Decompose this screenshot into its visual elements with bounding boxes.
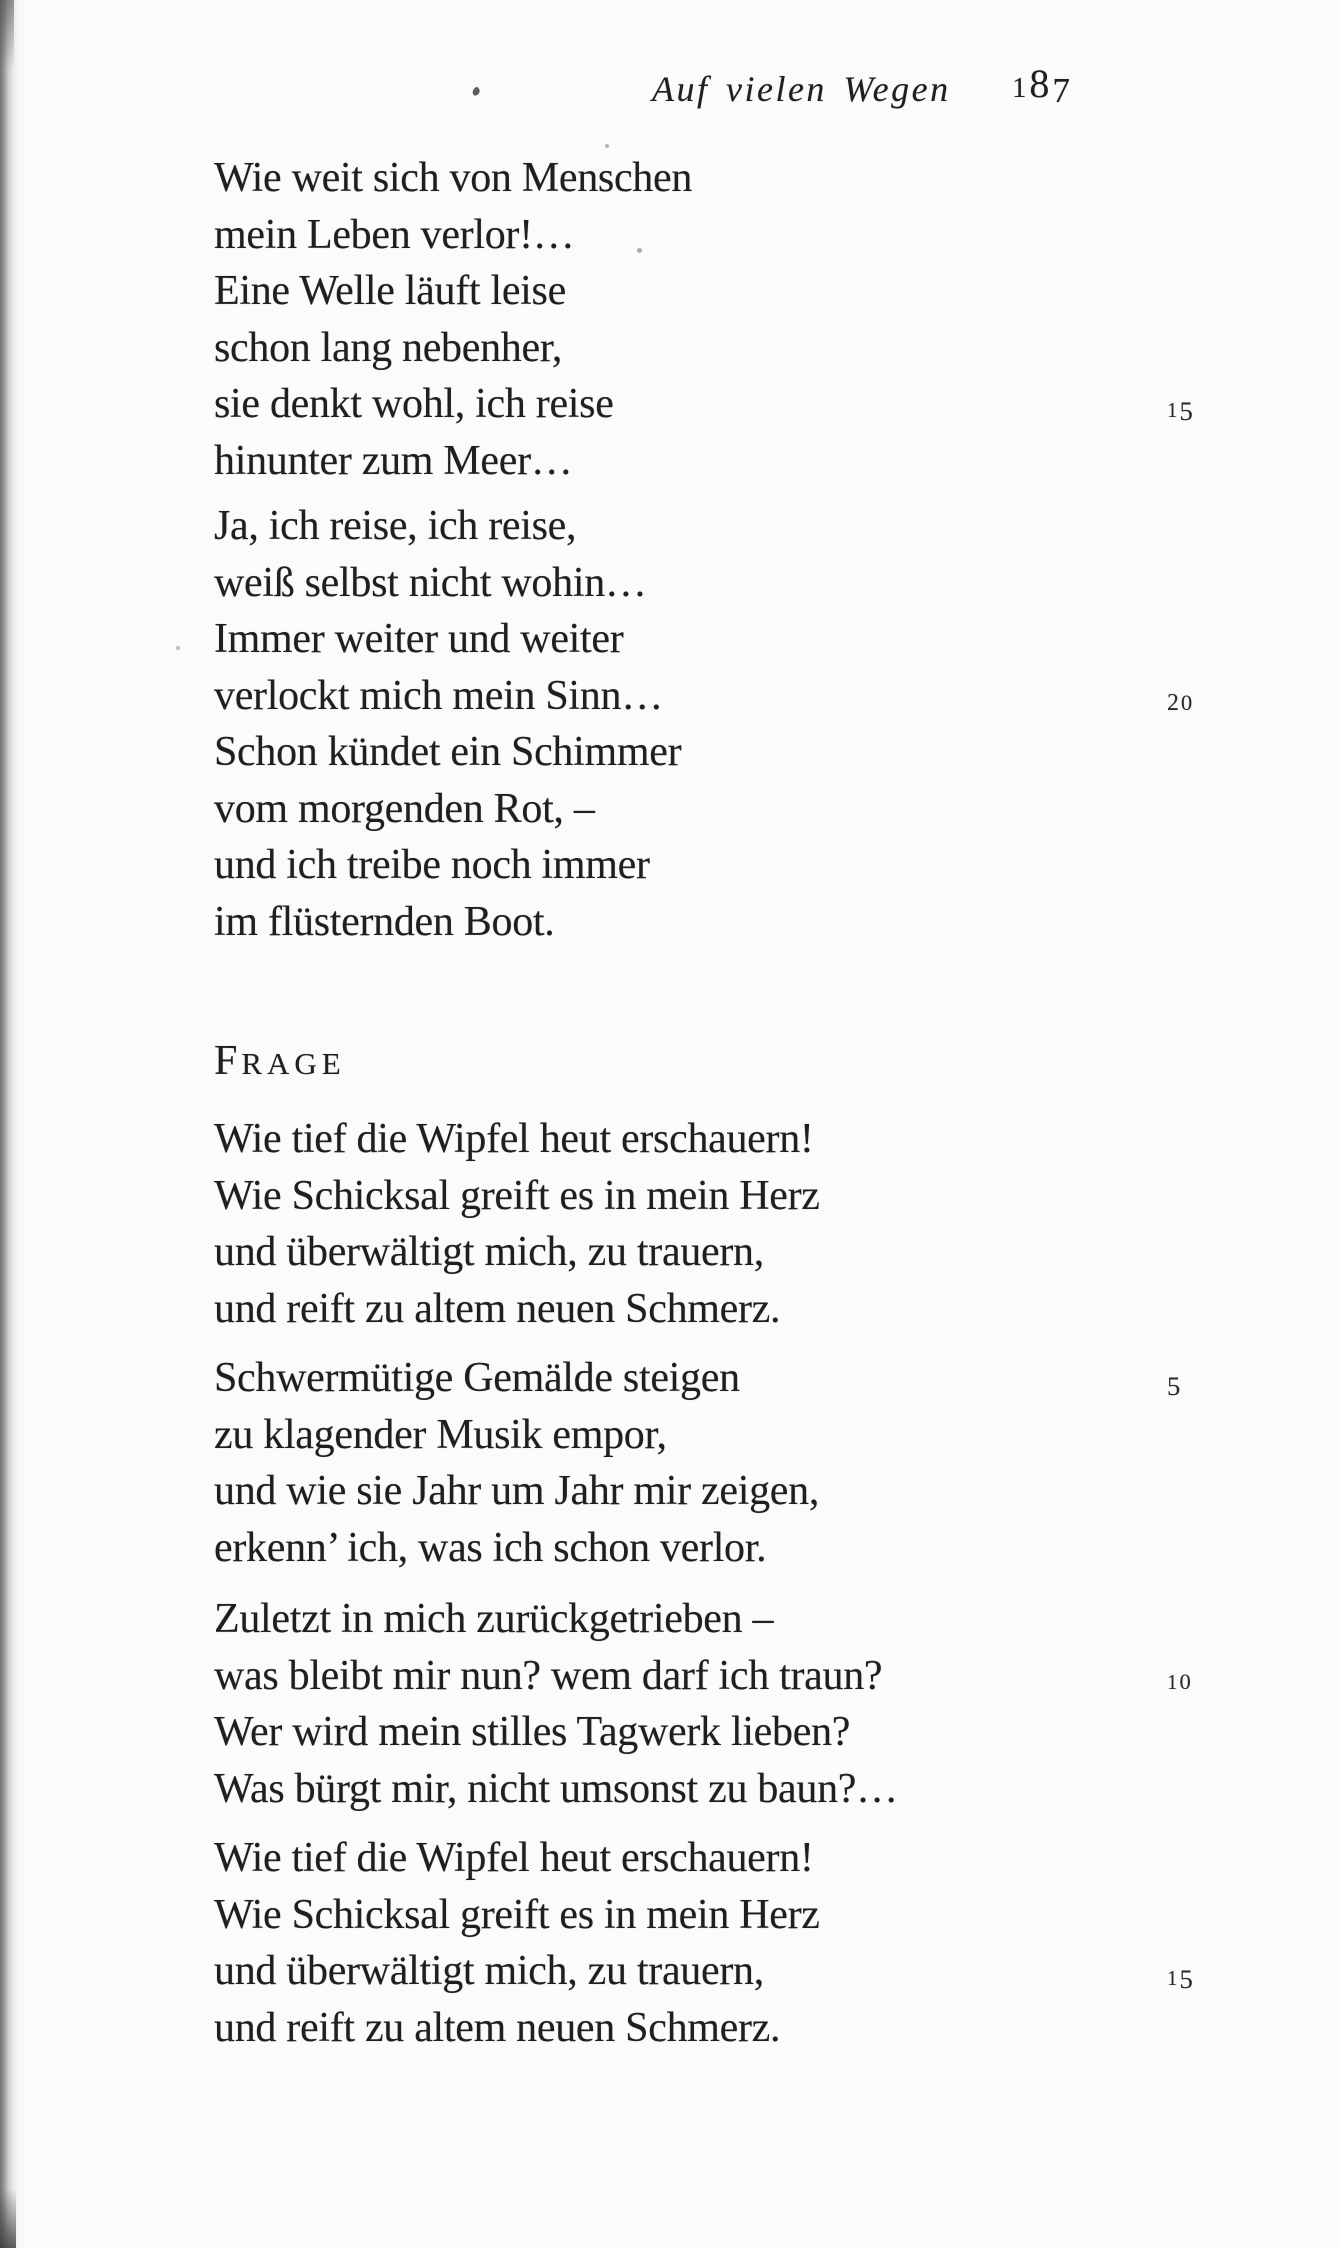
scan-speck: [605, 144, 609, 148]
scan-speck: [471, 86, 482, 96]
poem-line: Wer wird mein stilles Tagwerk lieben?: [214, 1709, 851, 1755]
margin-line-number: 15: [1167, 395, 1195, 426]
poem-line: mein Leben verlor!…: [214, 211, 575, 258]
poem-line: Ja, ich reise, ich reise,: [214, 503, 577, 549]
poem-line: Wie Schicksal greift es in mein Herz: [214, 1891, 820, 1938]
poem-line: und überwältigt mich, zu trauern,: [214, 1229, 764, 1275]
poem-line: vom morgenden Rot, –: [214, 785, 595, 832]
poem-line: Wie tief die Wipfel heut erschauern!: [214, 1835, 814, 1881]
poem-title-rest: RAGE: [241, 1046, 346, 1081]
poem-line: und wie sie Jahr um Jahr mir zeigen,: [214, 1468, 820, 1514]
poem-line: Wie Schicksal greift es in mein Herz: [214, 1172, 820, 1219]
poem-line: Immer weiter und weiter: [214, 616, 624, 662]
margin-line-number: 10: [1167, 1669, 1193, 1694]
poem-line: Schwermütige Gemälde steigen: [214, 1355, 740, 1401]
poem-line: Wie weit sich von Menschen: [214, 155, 693, 201]
stanza: [214, 498, 681, 950]
poem-line: was bleibt mir nun? wem darf ich traun?: [214, 1652, 883, 1699]
poem-line: und überwältigt mich, zu trauern,: [214, 1948, 764, 1994]
page-number: 187: [1012, 61, 1073, 110]
poem-line: und reift zu altem neuen Schmerz.: [214, 2004, 781, 2051]
poem-line: Zuletzt in mich zurückgetrieben –: [214, 1596, 774, 1642]
poem-line: und reift zu altem neuen Schmerz.: [214, 1285, 781, 1332]
poem-line: Wie tief die Wipfel heut erschauern!: [214, 1116, 814, 1162]
poem-line: schon lang nebenher,: [214, 324, 563, 371]
poem-line: im flüsternden Boot.: [214, 898, 555, 945]
poem-title-frage: [214, 1040, 346, 1082]
margin-line-number: 15: [1167, 1963, 1195, 1994]
book-gutter-shadow-bottom: [0, 2188, 16, 2248]
poem-line: und ich treibe noch immer: [214, 842, 650, 888]
poem-line: weiß selbst nicht wohin…: [214, 559, 647, 606]
poem-line: zu klagender Musik empor,: [214, 1411, 667, 1458]
running-header-title: Auf vielen Wegen: [652, 69, 951, 109]
poem-line: sie denkt wohl, ich reise: [214, 381, 614, 427]
poem-line: Schon kündet ein Schimmer: [214, 729, 682, 775]
poem-line: erkenn’ ich, was ich schon verlor.: [214, 1524, 767, 1571]
poem-line: hinunter zum Meer…: [214, 437, 573, 484]
stanza: [214, 1830, 820, 2056]
poem-title-initial: F: [214, 1038, 242, 1084]
scan-speck: [176, 646, 180, 650]
poem-line: Was bürgt mir, nicht umsonst zu baun?…: [214, 1765, 898, 1812]
poem-line: Eine Welle läuft leise: [214, 268, 566, 314]
stanza: [214, 1350, 819, 1576]
margin-line-number: 5: [1167, 1370, 1183, 1401]
stanza: [214, 1591, 898, 1817]
poem-line: verlockt mich mein Sinn…: [214, 672, 663, 719]
stanza: [214, 1111, 820, 1337]
book-gutter-shadow-top: [0, 0, 14, 70]
stanza: [214, 150, 692, 489]
margin-line-number: 20: [1167, 690, 1195, 716]
book-gutter-shadow: [0, 0, 32, 2248]
